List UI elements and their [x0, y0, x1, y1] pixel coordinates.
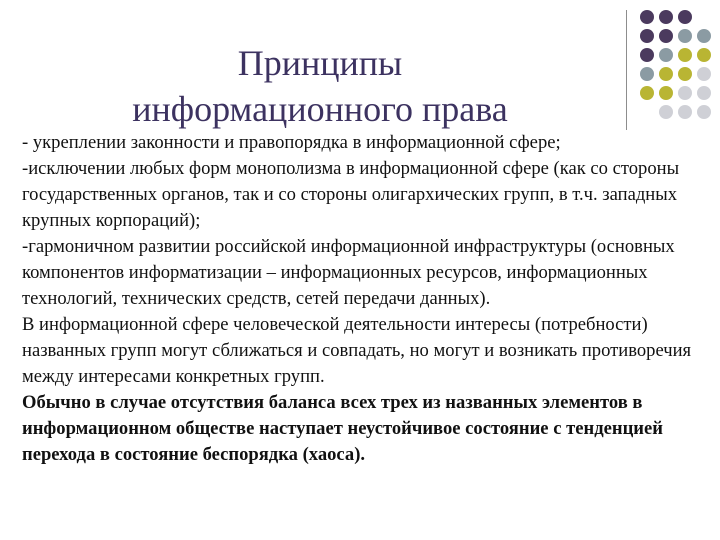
slide-title — [60, 40, 580, 132]
decorative-dot — [697, 48, 711, 62]
decorative-dot — [678, 86, 692, 100]
slide-body — [22, 130, 712, 468]
decorative-dot — [697, 29, 711, 43]
decorative-dot — [678, 48, 692, 62]
decorative-dot — [640, 48, 654, 62]
slide-title-line-2: информационного права — [132, 89, 508, 129]
decorative-dot — [640, 29, 654, 43]
decorative-dot — [697, 67, 711, 81]
body-paragraph: -гармоничном развитии российской информационной инфраструктуры (основных компонентов информатизации – информационных ресурсов, информационных технологий, технических средств, сетей передачи данных). — [22, 236, 675, 309]
decorative-dot — [659, 67, 673, 81]
decorative-dot — [697, 105, 711, 119]
decorative-divider — [626, 10, 627, 130]
decorative-dot-grid — [640, 10, 720, 120]
decorative-dot — [659, 86, 673, 100]
decorative-dot — [640, 10, 654, 24]
body-paragraph: - укреплении законности и правопорядка в информационной сфере; — [22, 132, 561, 153]
body-paragraph: Обычно в случае отсутствия баланса всех трех из названных элементов в информационном обществе наступает неустойчивое состояние с тенденцией перехода в состояние беспорядка (хаоса). — [22, 392, 663, 465]
decorative-dot — [640, 67, 654, 81]
body-paragraph: В информационной сфере человеческой деятельности интересы (потребности) названных групп могут сближаться и совпадать, но могут и возникать противоречия между интересами конкретных групп. — [22, 314, 692, 387]
decorative-dot — [678, 105, 692, 119]
slide-title-line-1: Принципы — [237, 43, 403, 83]
decorative-dot — [697, 86, 711, 100]
decorative-dot — [678, 67, 692, 81]
body-paragraph: -исключении любых форм монополизма в информационной сфере (как со стороны государственных органов, так и со стороны олигархических групп, в т.ч. западных крупных корпораций); — [22, 158, 680, 231]
decorative-dot — [659, 10, 673, 24]
decorative-dot — [678, 10, 692, 24]
decorative-dot — [659, 48, 673, 62]
decorative-dot — [659, 105, 673, 119]
decorative-dot — [659, 29, 673, 43]
decorative-dot — [640, 86, 654, 100]
decorative-dot — [678, 29, 692, 43]
